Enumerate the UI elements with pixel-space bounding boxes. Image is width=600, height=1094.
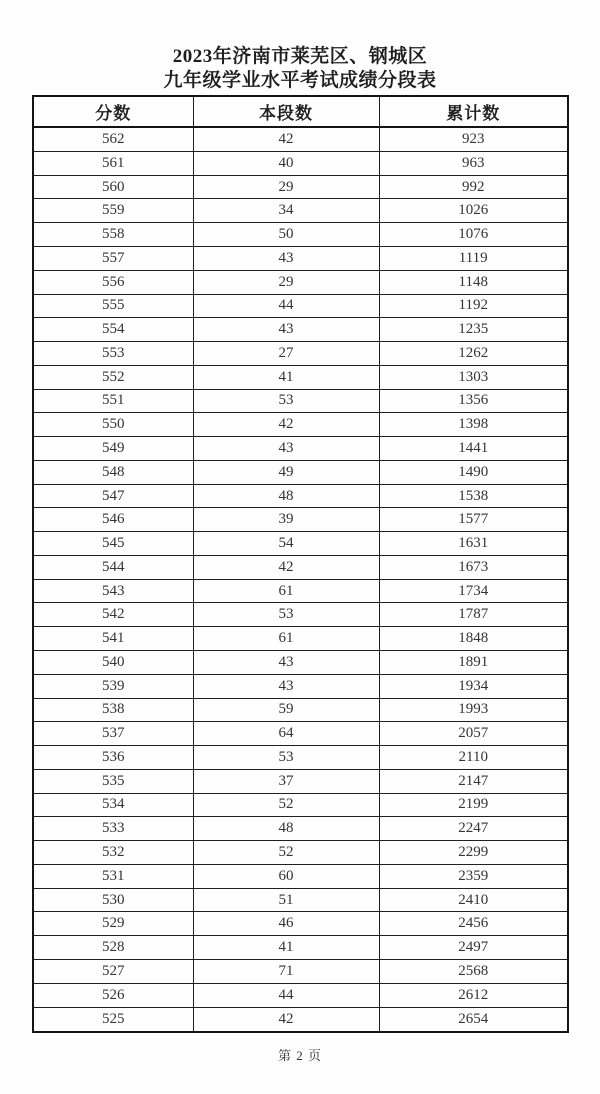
cell-cumulative-count: 963: [379, 151, 568, 175]
cell-score: 550: [33, 413, 193, 437]
cell-cumulative-count: 1192: [379, 294, 568, 318]
cell-score: 533: [33, 817, 193, 841]
table-row: [33, 151, 568, 175]
cell-cumulative-count: 2299: [379, 841, 568, 865]
cell-segment-count: 53: [193, 746, 379, 770]
cell-segment-count: 43: [193, 437, 379, 461]
cell-segment-count: 54: [193, 532, 379, 556]
table-row: [33, 817, 568, 841]
cell-cumulative-count: 1119: [379, 247, 568, 271]
table-row: [33, 936, 568, 960]
cell-segment-count: 44: [193, 294, 379, 318]
cell-segment-count: 43: [193, 318, 379, 342]
cell-segment-count: 37: [193, 769, 379, 793]
cell-cumulative-count: 1787: [379, 603, 568, 627]
cell-segment-count: 39: [193, 508, 379, 532]
cell-segment-count: 44: [193, 983, 379, 1007]
cell-segment-count: 41: [193, 936, 379, 960]
table-row: [33, 175, 568, 199]
table-row: [33, 698, 568, 722]
cell-score: 532: [33, 841, 193, 865]
cell-score: 560: [33, 175, 193, 199]
cell-segment-count: 40: [193, 151, 379, 175]
cell-score: 526: [33, 983, 193, 1007]
cell-segment-count: 48: [193, 817, 379, 841]
cell-cumulative-count: 2497: [379, 936, 568, 960]
cell-segment-count: 43: [193, 651, 379, 675]
table-row: [33, 674, 568, 698]
cell-segment-count: 27: [193, 342, 379, 366]
cell-cumulative-count: 1441: [379, 437, 568, 461]
page-number: 第 2 页: [277, 1048, 322, 1063]
table-row: [33, 793, 568, 817]
cell-score: 547: [33, 484, 193, 508]
cell-cumulative-count: 1490: [379, 460, 568, 484]
cell-cumulative-count: 2456: [379, 912, 568, 936]
cell-score: 559: [33, 199, 193, 223]
cell-score: 555: [33, 294, 193, 318]
table-row: [33, 983, 568, 1007]
cell-cumulative-count: 1577: [379, 508, 568, 532]
cell-score: 530: [33, 888, 193, 912]
cell-score: 542: [33, 603, 193, 627]
table-row: [33, 318, 568, 342]
table-row: [33, 365, 568, 389]
table-row: [33, 603, 568, 627]
table-row: [33, 555, 568, 579]
cell-segment-count: 60: [193, 864, 379, 888]
cell-cumulative-count: 1631: [379, 532, 568, 556]
table-row: [33, 888, 568, 912]
cell-cumulative-count: 1303: [379, 365, 568, 389]
cell-cumulative-count: 2057: [379, 722, 568, 746]
header-segment-count: 本段数: [193, 96, 379, 127]
table-row: [33, 484, 568, 508]
cell-cumulative-count: 2410: [379, 888, 568, 912]
table-row: [33, 389, 568, 413]
cell-cumulative-count: 1076: [379, 223, 568, 247]
table-body: [33, 127, 568, 1032]
cell-segment-count: 42: [193, 127, 379, 151]
cell-segment-count: 52: [193, 841, 379, 865]
cell-cumulative-count: 1538: [379, 484, 568, 508]
cell-score: 558: [33, 223, 193, 247]
table-row: [33, 959, 568, 983]
table-row: [33, 532, 568, 556]
cell-cumulative-count: 1848: [379, 627, 568, 651]
cell-score: 561: [33, 151, 193, 175]
header-cumulative-count: 累计数: [379, 96, 568, 127]
cell-cumulative-count: 2147: [379, 769, 568, 793]
cell-cumulative-count: 1148: [379, 270, 568, 294]
table-header: [33, 96, 568, 127]
cell-cumulative-count: 1262: [379, 342, 568, 366]
cell-segment-count: 42: [193, 413, 379, 437]
page-title: [0, 45, 600, 93]
cell-score: 552: [33, 365, 193, 389]
cell-cumulative-count: 1026: [379, 199, 568, 223]
cell-cumulative-count: 2359: [379, 864, 568, 888]
title-line-1: 2023年济南市莱芜区、钢城区: [172, 46, 428, 67]
cell-segment-count: 49: [193, 460, 379, 484]
cell-score: 551: [33, 389, 193, 413]
cell-score: 531: [33, 864, 193, 888]
table-row: [33, 627, 568, 651]
cell-score: 527: [33, 959, 193, 983]
cell-score: 535: [33, 769, 193, 793]
cell-score: 544: [33, 555, 193, 579]
cell-segment-count: 61: [193, 579, 379, 603]
cell-score: 528: [33, 936, 193, 960]
table-row: [33, 199, 568, 223]
cell-score: 529: [33, 912, 193, 936]
cell-score: 557: [33, 247, 193, 271]
cell-segment-count: 34: [193, 199, 379, 223]
cell-score: 538: [33, 698, 193, 722]
cell-segment-count: 51: [193, 888, 379, 912]
cell-score: 536: [33, 746, 193, 770]
cell-cumulative-count: 1891: [379, 651, 568, 675]
cell-cumulative-count: 1673: [379, 555, 568, 579]
cell-segment-count: 50: [193, 223, 379, 247]
cell-score: 539: [33, 674, 193, 698]
cell-segment-count: 53: [193, 389, 379, 413]
cell-segment-count: 41: [193, 365, 379, 389]
cell-score: 549: [33, 437, 193, 461]
cell-score: 540: [33, 651, 193, 675]
cell-cumulative-count: 1993: [379, 698, 568, 722]
cell-cumulative-count: 992: [379, 175, 568, 199]
cell-cumulative-count: 2110: [379, 746, 568, 770]
cell-cumulative-count: 1734: [379, 579, 568, 603]
table-header-row: [33, 96, 568, 127]
cell-segment-count: 46: [193, 912, 379, 936]
cell-cumulative-count: 1356: [379, 389, 568, 413]
cell-score: 541: [33, 627, 193, 651]
table-row: [33, 413, 568, 437]
cell-segment-count: 29: [193, 270, 379, 294]
table-row: [33, 223, 568, 247]
table-row: [33, 912, 568, 936]
cell-segment-count: 43: [193, 247, 379, 271]
table-row: [33, 841, 568, 865]
table-row: [33, 769, 568, 793]
table-row: [33, 508, 568, 532]
score-distribution-table: [32, 95, 569, 1033]
cell-score: 525: [33, 1007, 193, 1032]
table-row: [33, 294, 568, 318]
title-line-2: 九年级学业水平考试成绩分段表: [163, 70, 437, 91]
table-row: [33, 722, 568, 746]
cell-score: 543: [33, 579, 193, 603]
table-row: [33, 342, 568, 366]
cell-cumulative-count: 2247: [379, 817, 568, 841]
cell-cumulative-count: 923: [379, 127, 568, 151]
cell-score: 556: [33, 270, 193, 294]
header-score: 分数: [33, 96, 193, 127]
cell-segment-count: 42: [193, 1007, 379, 1032]
cell-score: 562: [33, 127, 193, 151]
cell-cumulative-count: 1235: [379, 318, 568, 342]
cell-score: 554: [33, 318, 193, 342]
table-row: [33, 247, 568, 271]
cell-segment-count: 59: [193, 698, 379, 722]
cell-segment-count: 42: [193, 555, 379, 579]
cell-cumulative-count: 1398: [379, 413, 568, 437]
cell-segment-count: 52: [193, 793, 379, 817]
table-row: [33, 127, 568, 151]
cell-score: 546: [33, 508, 193, 532]
cell-segment-count: 53: [193, 603, 379, 627]
table-row: [33, 460, 568, 484]
table-row: [33, 270, 568, 294]
table-row: [33, 1007, 568, 1032]
table-row: [33, 746, 568, 770]
cell-cumulative-count: 2568: [379, 959, 568, 983]
cell-score: 548: [33, 460, 193, 484]
table-row: [33, 651, 568, 675]
cell-segment-count: 43: [193, 674, 379, 698]
cell-segment-count: 64: [193, 722, 379, 746]
table-row: [33, 579, 568, 603]
cell-cumulative-count: 2654: [379, 1007, 568, 1032]
table-row: [33, 864, 568, 888]
cell-cumulative-count: 2612: [379, 983, 568, 1007]
cell-cumulative-count: 1934: [379, 674, 568, 698]
cell-cumulative-count: 2199: [379, 793, 568, 817]
cell-segment-count: 29: [193, 175, 379, 199]
cell-score: 553: [33, 342, 193, 366]
cell-segment-count: 61: [193, 627, 379, 651]
table-row: [33, 437, 568, 461]
cell-score: 545: [33, 532, 193, 556]
cell-segment-count: 48: [193, 484, 379, 508]
cell-segment-count: 71: [193, 959, 379, 983]
cell-score: 537: [33, 722, 193, 746]
cell-score: 534: [33, 793, 193, 817]
